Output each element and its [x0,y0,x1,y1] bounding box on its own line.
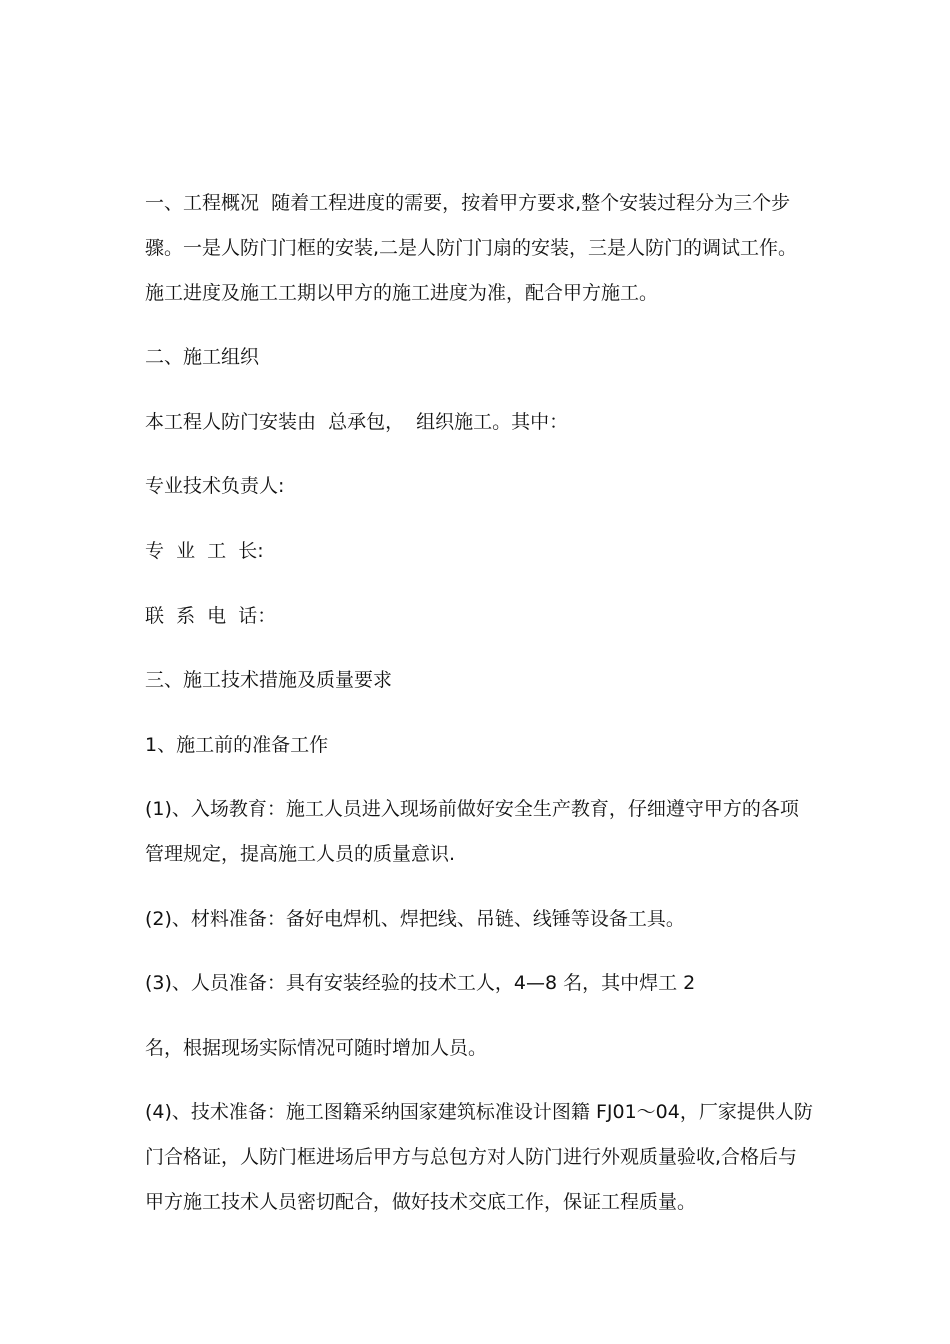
item4-line1: (4)、技术准备：施工图籍采纳国家建筑标准设计图籍 FJ01～04，厂家提供人防 [145,1101,813,1123]
section2-heading: 二、施工组织 [145,346,260,368]
foreman-line: 专 业 工 长: [145,540,264,562]
item3-line1: (3)、人员准备：具有安装经验的技术工人，4—8 名，其中焊工 2 [145,972,696,994]
item3-line2: 名，根据现场实际情况可随时增加人员。 [145,1037,488,1059]
subsection1-heading: 1、施工前的准备工作 [145,734,329,756]
section3-heading: 三、施工技术措施及质量要求 [145,669,393,691]
organization-line: 本工程人防门安装由 总承包， 组织施工。其中： [145,411,569,433]
section1-line3: 施工进度及施工工期以甲方的施工进度为准，配合甲方施工。 [145,282,659,304]
item1-line2: 管理规定，提高施工人员的质量意识. [145,843,456,865]
phone-line: 联 系 电 话： [145,605,277,627]
item4-line3: 甲方施工技术人员密切配合，做好技术交底工作，保证工程质量。 [145,1191,697,1213]
tech-lead-line: 专业技术负责人: [145,475,285,497]
item2-line: (2)、材料准备：备好电焊机、焊把线、吊链、线锤等设备工具。 [145,908,685,930]
section1-line2: 骤。一是人防门门框的安装,二是人防门门扇的安装，三是人防门的调试工作。 [145,237,798,259]
item4-line2: 门合格证，人防门框进场后甲方与总包方对人防门进行外观质量验收,合格后与 [145,1146,798,1168]
section1-line1: 一、工程概况 随着工程进度的需要，按着甲方要求,整个安装过程分为三个步 [145,192,791,214]
item1-line1: (1)、入场教育：施工人员进入现场前做好安全生产教育，仔细遵守甲方的各项 [145,798,799,820]
